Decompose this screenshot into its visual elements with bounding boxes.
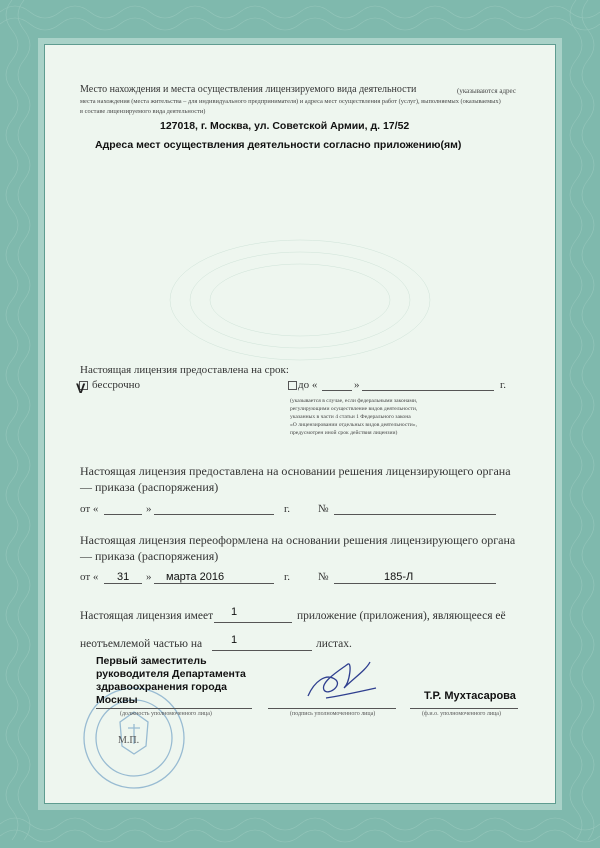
term-note: указанных в части 4 статьи 1 Федерального закона <box>290 414 411 420</box>
appendix-sheets-suffix: листах. <box>316 638 352 650</box>
location-heading: Место нахождения и места осуществления лицензируемого вида деятельности <box>80 84 417 95</box>
until-day-line <box>322 390 352 391</box>
reissued-number-sign: № <box>318 571 329 583</box>
signatory-position-line: здравоохранения города <box>96 681 227 693</box>
granted-number-line <box>334 514 496 515</box>
reissued-year-suffix: г. <box>284 571 291 583</box>
position-hint: (должность уполномоченного лица) <box>120 711 212 717</box>
appendix-sheets-count: 1 <box>231 634 238 646</box>
signatory-position-line: Первый заместитель <box>96 655 207 667</box>
granted-text-order: — приказа (распоряжения) <box>80 480 219 494</box>
appendix-count-line <box>214 622 292 623</box>
term-note: (указывается в случае, если федеральными законами, <box>290 398 418 404</box>
reissued-number-line <box>334 583 496 584</box>
perpetual-label: бессрочно <box>92 379 141 391</box>
granted-day-line <box>104 514 142 515</box>
signature <box>296 652 386 712</box>
reissued-date-prefix: от « <box>80 571 99 583</box>
granted-date-prefix: от « <box>80 503 99 515</box>
granted-year-suffix: г. <box>284 503 291 515</box>
name-hint: (ф.и.о. уполномоченного лица) <box>422 711 501 717</box>
until-quote-close: » <box>354 379 360 391</box>
reissued-day: 31 <box>117 571 130 583</box>
signature-line <box>268 708 396 709</box>
reissued-date-line <box>154 583 274 584</box>
reissued-order-number: 185-Л <box>384 571 414 583</box>
stamp-label: М.П. <box>118 735 140 746</box>
appendix-sheets-prefix: неотъемлемой частью на <box>80 638 203 650</box>
until-date-line <box>362 390 494 391</box>
reissued-quote-close: » <box>146 571 152 583</box>
position-line <box>96 708 252 709</box>
granted-date-line <box>154 514 274 515</box>
location-note-line: в составе лицензируемого вида деятельности) <box>80 108 206 115</box>
signatory-position-line: Москвы <box>96 694 138 706</box>
granted-number-sign: № <box>318 503 329 515</box>
granted-quote-close: » <box>146 503 152 515</box>
term-heading: Настоящая лицензия предоставлена на срок: <box>80 364 289 376</box>
signatory-position-line: руководителя Департамента <box>96 668 246 680</box>
until-year-suffix: г. <box>500 379 507 391</box>
location-note: (указываются адрес <box>457 87 516 95</box>
license-address: 127018, г. Москва, ул. Советской Армии, д. 17/52 <box>160 120 410 132</box>
appendix-text-suffix: приложение (приложения), являющееся её <box>297 610 506 622</box>
term-note: «О лицензировании отдельных видов деятельности», <box>290 422 417 428</box>
signature-hint: (подпись уполномоченного лица) <box>290 711 376 717</box>
name-line <box>410 708 518 709</box>
reissued-month-year: марта 2016 <box>166 571 225 583</box>
until-checkbox <box>288 381 297 390</box>
addresses-note: Адреса мест осуществления деятельности согласно приложению(ям) <box>95 139 462 151</box>
term-note: предусмотрен иной срок действия лицензии) <box>290 430 398 436</box>
term-note: регулирующими осуществление видов деятельности, <box>290 406 418 412</box>
reissued-day-line <box>104 583 142 584</box>
check-mark: V <box>76 380 86 396</box>
appendix-text-prefix: Настоящая лицензия имеет <box>80 610 214 622</box>
appendix-count: 1 <box>231 606 238 618</box>
until-prefix: до « <box>298 379 318 391</box>
signatory-name: Т.Р. Мухтасарова <box>424 690 516 702</box>
reissued-text: Настоящая лицензия переоформлена на основании решения лицензирующего органа <box>80 533 516 547</box>
location-note-line: места нахождения (места жительства – для индивидуального предпринимателя) и адреса мест осуществления работ (услуг), выполняемых (оказываемых) <box>80 98 501 105</box>
reissued-text-order: — приказа (распоряжения) <box>80 549 219 563</box>
appendix-sheets-line <box>212 650 312 651</box>
granted-text: Настоящая лицензия предоставлена на основании решения лицензирующего органа <box>80 464 511 478</box>
